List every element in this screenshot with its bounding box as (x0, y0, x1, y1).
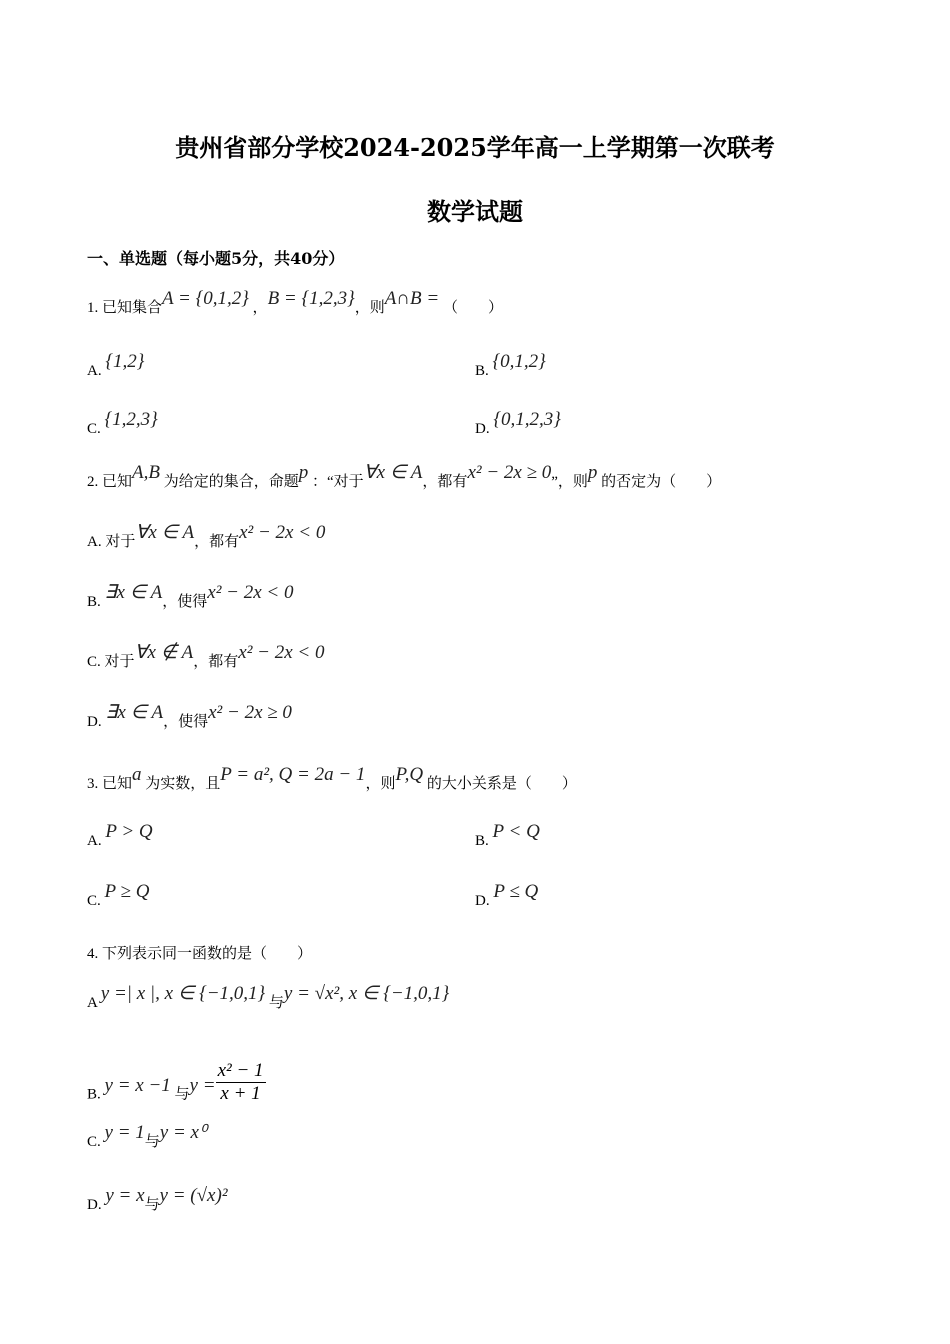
text-segment: 与 (144, 1134, 160, 1150)
text-segment: 4. 下列表示同一函数的是（ ） (87, 946, 313, 962)
math-expression: x² − 2x ≥ 0 (467, 462, 552, 483)
math-expression: P > Q (105, 821, 153, 842)
math-expression: {0,1,2} (492, 351, 546, 372)
math-expression: P < Q (492, 821, 540, 842)
text-segment: B. (475, 833, 493, 849)
text-segment: D. (475, 893, 494, 909)
text-segment: A. 对于 (87, 534, 136, 550)
math-expression: y = √x², x ∈ {−1,0,1} (283, 983, 450, 1004)
math-expression: y =| x |, x ∈ {−1,0,1} (100, 983, 266, 1004)
question-4-option-d[interactable] (87, 1185, 228, 1215)
text-segment: 的大小关系是（ ） (423, 776, 577, 792)
question-1-option-a[interactable] (87, 351, 145, 381)
math-expression: x² − 2x ≥ 0 (208, 702, 292, 723)
math-expression: y = x⁰ (159, 1122, 207, 1143)
math-expression: ∃x ∈ A (104, 582, 163, 603)
text-segment: ”，则 (551, 474, 588, 490)
math-expression: ∀x ∉ A (134, 642, 194, 663)
math-expression: y = (189, 1074, 216, 1096)
question-1-option-c[interactable] (87, 409, 158, 439)
question-2-option-d[interactable] (87, 702, 292, 732)
text-segment: 的否定为（ ） (597, 474, 722, 490)
question-1-option-b[interactable] (475, 351, 546, 381)
math-expression: A = {0,1,2} (162, 288, 249, 309)
math-expression: P,Q (395, 764, 424, 785)
math-expression: a (132, 764, 142, 785)
text-segment: B. (87, 594, 105, 610)
math-expression: {1,2,3} (104, 409, 158, 430)
text-segment: 与 (170, 1086, 190, 1103)
math-expression: {0,1,2,3} (493, 409, 561, 430)
math-expression: A∩B = (384, 288, 440, 309)
text-segment: 1. 已知集合 (87, 300, 163, 316)
section-heading: 一、单选题（每小题5分，共40分） (87, 249, 345, 268)
text-segment: D. (475, 421, 494, 437)
text-segment: ，都有 (194, 534, 240, 550)
math-expression: y = x −1 (104, 1074, 171, 1096)
math-expression: y = (√x)² (159, 1185, 228, 1206)
math-expression: ∃x ∈ A (105, 702, 164, 723)
math-expression: p (587, 462, 598, 483)
text-segment: C. 对于 (87, 654, 135, 670)
exam-title: 贵州省部分学校2024-2025学年高一上学期第一次联考 (175, 133, 775, 162)
text-segment: A. (87, 363, 106, 379)
question-3-option-d[interactable] (475, 881, 539, 911)
text-segment: ， (248, 300, 268, 316)
exam-subtitle: 数学试题 (427, 197, 523, 226)
math-expression: A,B (132, 462, 160, 483)
question-4-option-b[interactable] (87, 1060, 266, 1117)
math-expression: {1,2} (105, 351, 145, 372)
math-expression: y = 1 (104, 1122, 145, 1143)
text-segment: 为实数，且 (141, 776, 221, 792)
math-expression: ∀x ∈ A (135, 522, 195, 543)
question-4-stem (87, 943, 312, 964)
question-4-option-c[interactable] (87, 1122, 207, 1152)
math-expression: P = a², Q = 2a − 1 (220, 764, 366, 785)
question-2-option-c[interactable] (87, 642, 325, 672)
text-segment: ，则 (365, 776, 396, 792)
math-expression: x² − 2x < 0 (238, 642, 325, 663)
question-1-option-d[interactable] (475, 409, 561, 439)
text-segment: ，使得 (163, 714, 209, 730)
text-segment: B. (87, 1086, 105, 1103)
question-2-option-b[interactable] (87, 582, 294, 612)
math-expression: P ≥ Q (104, 881, 150, 902)
question-3-stem (87, 764, 577, 794)
question-3-option-c[interactable] (87, 881, 150, 911)
text-segment: 与 (265, 995, 284, 1011)
math-expression: x² − 2x < 0 (239, 522, 326, 543)
fraction-numerator: x² − 1 (217, 1060, 264, 1081)
text-segment: ，使得 (162, 594, 208, 610)
math-expression: y = x (105, 1185, 145, 1206)
question-3-option-a[interactable] (87, 821, 153, 851)
text-segment: D. (87, 714, 106, 730)
text-segment: 为给定的集合，命题 (159, 474, 299, 490)
text-segment: B. (475, 363, 493, 379)
math-expression: p (298, 462, 309, 483)
text-segment: 与 (144, 1197, 160, 1213)
text-segment: ，则 (354, 300, 385, 316)
math-expression: x² − 2x < 0 (207, 582, 294, 603)
text-segment: ，都有 (422, 474, 468, 490)
question-4-option-a[interactable] (87, 983, 450, 1013)
text-segment: D. (87, 1197, 106, 1213)
text-segment: ，都有 (193, 654, 239, 670)
math-expression: ∀x ∈ A (363, 462, 423, 483)
text-segment: 3. 已知 (87, 776, 133, 792)
question-2-stem (87, 462, 722, 492)
text-segment: ：“对于 (308, 474, 364, 490)
fraction-denominator: x + 1 (220, 1083, 261, 1104)
text-segment: C. (87, 421, 105, 437)
text-segment: C. (87, 893, 105, 909)
text-segment: 2. 已知 (87, 474, 133, 490)
text-segment: C. (87, 1134, 105, 1150)
text-segment: （ ） (439, 300, 503, 316)
fraction (216, 1060, 266, 1105)
question-3-option-b[interactable] (475, 821, 540, 851)
text-segment: A. (87, 833, 106, 849)
math-expression: B = {1,2,3} (267, 288, 355, 309)
question-2-option-a[interactable] (87, 522, 326, 552)
text-segment: A (87, 995, 101, 1011)
question-1-stem (87, 288, 503, 318)
math-expression: P ≤ Q (493, 881, 539, 902)
